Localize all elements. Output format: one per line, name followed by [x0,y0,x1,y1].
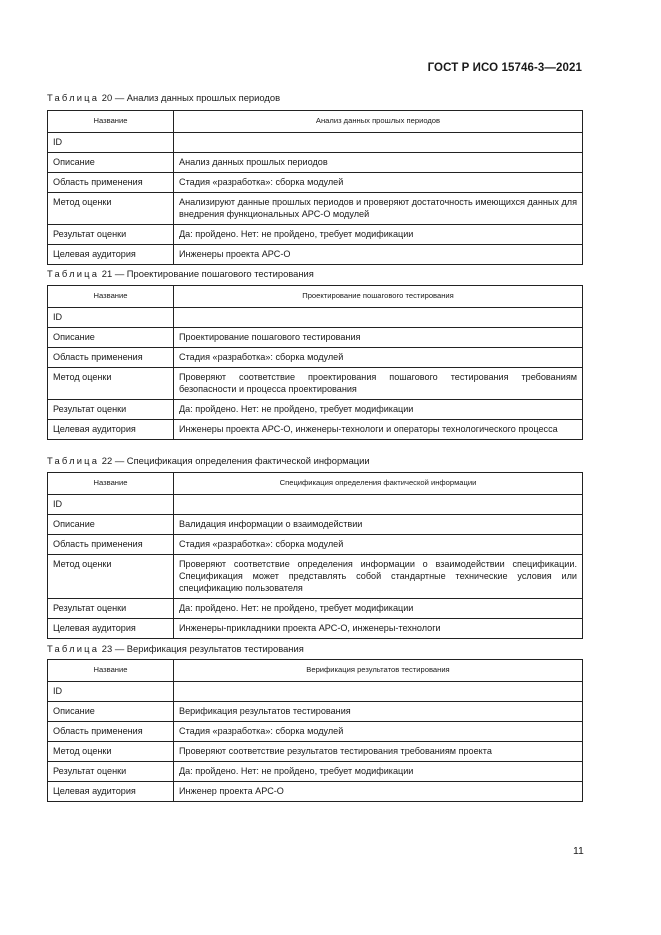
table-row [48,742,583,762]
table-row [48,348,583,368]
table-row [48,535,583,555]
row-label: Целевая аудитория [48,619,174,639]
row-value [174,133,583,153]
row-value: Стадия «разработка»: сборка модулей [174,348,583,368]
row-value: Да: пройдено. Нет: не пройдено, требует модификации [174,599,583,619]
row-value [174,495,583,515]
table-caption-word: Таблица [47,455,100,466]
table-header-row [48,660,583,682]
row-label: Метод оценки [48,193,174,225]
row-label: ID [48,495,174,515]
row-value: Стадия «разработка»: сборка модулей [174,173,583,193]
table-caption-word: Таблица [47,92,100,103]
row-value: Инженеры-прикладники проекта АРС-О, инженеры-технологи [174,619,583,639]
table-caption-text: 21 — Проектирование пошагового тестирования [101,268,314,279]
row-value: Верификация результатов тестирования [174,702,583,722]
header-title-cell: Верификация результатов тестирования [174,660,583,682]
row-value: Да: пройдено. Нет: не пройдено, требует модификации [174,762,583,782]
table-caption-text: 20 — Анализ данных прошлых периодов [101,92,281,103]
row-label: Описание [48,153,174,173]
row-value: Анализ данных прошлых периодов [174,153,583,173]
table-23 [47,659,583,802]
row-value [174,308,583,328]
table-row [48,153,583,173]
table-row [48,555,583,599]
row-value: Проверяют соответствие проектирования пошагового тестирования требованиям безопасности и процесса проектирования [174,368,583,400]
table-caption-text: 22 — Спецификация определения фактической информации [101,455,370,466]
header-name-cell: Название [48,111,174,133]
table-row [48,193,583,225]
row-label: Целевая аудитория [48,782,174,802]
table-row [48,722,583,742]
header-title-cell: Анализ данных прошлых периодов [174,111,583,133]
row-value: Проверяют соответствие определения информации о взаимодействии спецификации. Спецификация может представлять собой стандартные технические условия или спецификацию пользователя [174,555,583,599]
table-caption-word: Таблица [47,643,100,654]
table-row [48,173,583,193]
table-caption-text: 23 — Верификация результатов тестирования [101,643,304,654]
row-value: Инженеры проекта АРС-О, инженеры-технологи и операторы технологического процесса [174,420,583,440]
row-label: ID [48,682,174,702]
row-label: Метод оценки [48,742,174,762]
table-caption [47,268,314,279]
table-row [48,328,583,348]
table-20 [47,110,583,265]
table-row [48,762,583,782]
table-row [48,245,583,265]
row-value [174,682,583,702]
row-label: Метод оценки [48,368,174,400]
table-caption [47,455,370,466]
page-number: 11 [573,845,584,857]
row-label: Результат оценки [48,400,174,420]
table-row [48,599,583,619]
header-name-cell: Название [48,660,174,682]
table-row [48,368,583,400]
row-value: Инженеры проекта АРС-О [174,245,583,265]
row-value: Стадия «разработка»: сборка модулей [174,535,583,555]
header-name-cell: Название [48,473,174,495]
row-label: Результат оценки [48,762,174,782]
row-label: Область применения [48,173,174,193]
table-row [48,682,583,702]
row-label: Область применения [48,535,174,555]
row-value: Да: пройдено. Нет: не пройдено, требует модификации [174,225,583,245]
row-label: Целевая аудитория [48,245,174,265]
table-22 [47,472,583,639]
row-value: Да: пройдено. Нет: не пройдено, требует модификации [174,400,583,420]
table-caption [47,92,280,103]
table-row [48,619,583,639]
row-label: ID [48,133,174,153]
row-label: Результат оценки [48,599,174,619]
table-21 [47,285,583,440]
row-label: ID [48,308,174,328]
row-value: Анализируют данные прошлых периодов и проверяют достаточность имеющихся данных для внедрения функциональных АРС-О модулей [174,193,583,225]
table-row [48,133,583,153]
row-label: Описание [48,328,174,348]
row-label: Область применения [48,722,174,742]
table-caption-word: Таблица [47,268,100,279]
table-row [48,495,583,515]
header-title-cell: Спецификация определения фактической информации [174,473,583,495]
table-row [48,308,583,328]
row-label: Описание [48,702,174,722]
table-header-row [48,111,583,133]
row-label: Метод оценки [48,555,174,599]
row-value: Проверяют соответствие результатов тестирования требованиям проекта [174,742,583,762]
table-row [48,400,583,420]
row-value: Стадия «разработка»: сборка модулей [174,722,583,742]
table-row [48,515,583,535]
table-row [48,782,583,802]
header-title-cell: Проектирование пошагового тестирования [174,286,583,308]
row-label: Описание [48,515,174,535]
table-caption [47,643,304,654]
row-value: Проектирование пошагового тестирования [174,328,583,348]
table-header-row [48,286,583,308]
row-value: Валидация информации о взаимодействии [174,515,583,535]
row-label: Результат оценки [48,225,174,245]
header-name-cell: Название [48,286,174,308]
row-label: Целевая аудитория [48,420,174,440]
table-row [48,702,583,722]
table-header-row [48,473,583,495]
row-value: Инженер проекта АРС-О [174,782,583,802]
document-standard-code: ГОСТ Р ИСО 15746-3—2021 [427,62,582,74]
row-label: Область применения [48,348,174,368]
table-row [48,420,583,440]
table-row [48,225,583,245]
